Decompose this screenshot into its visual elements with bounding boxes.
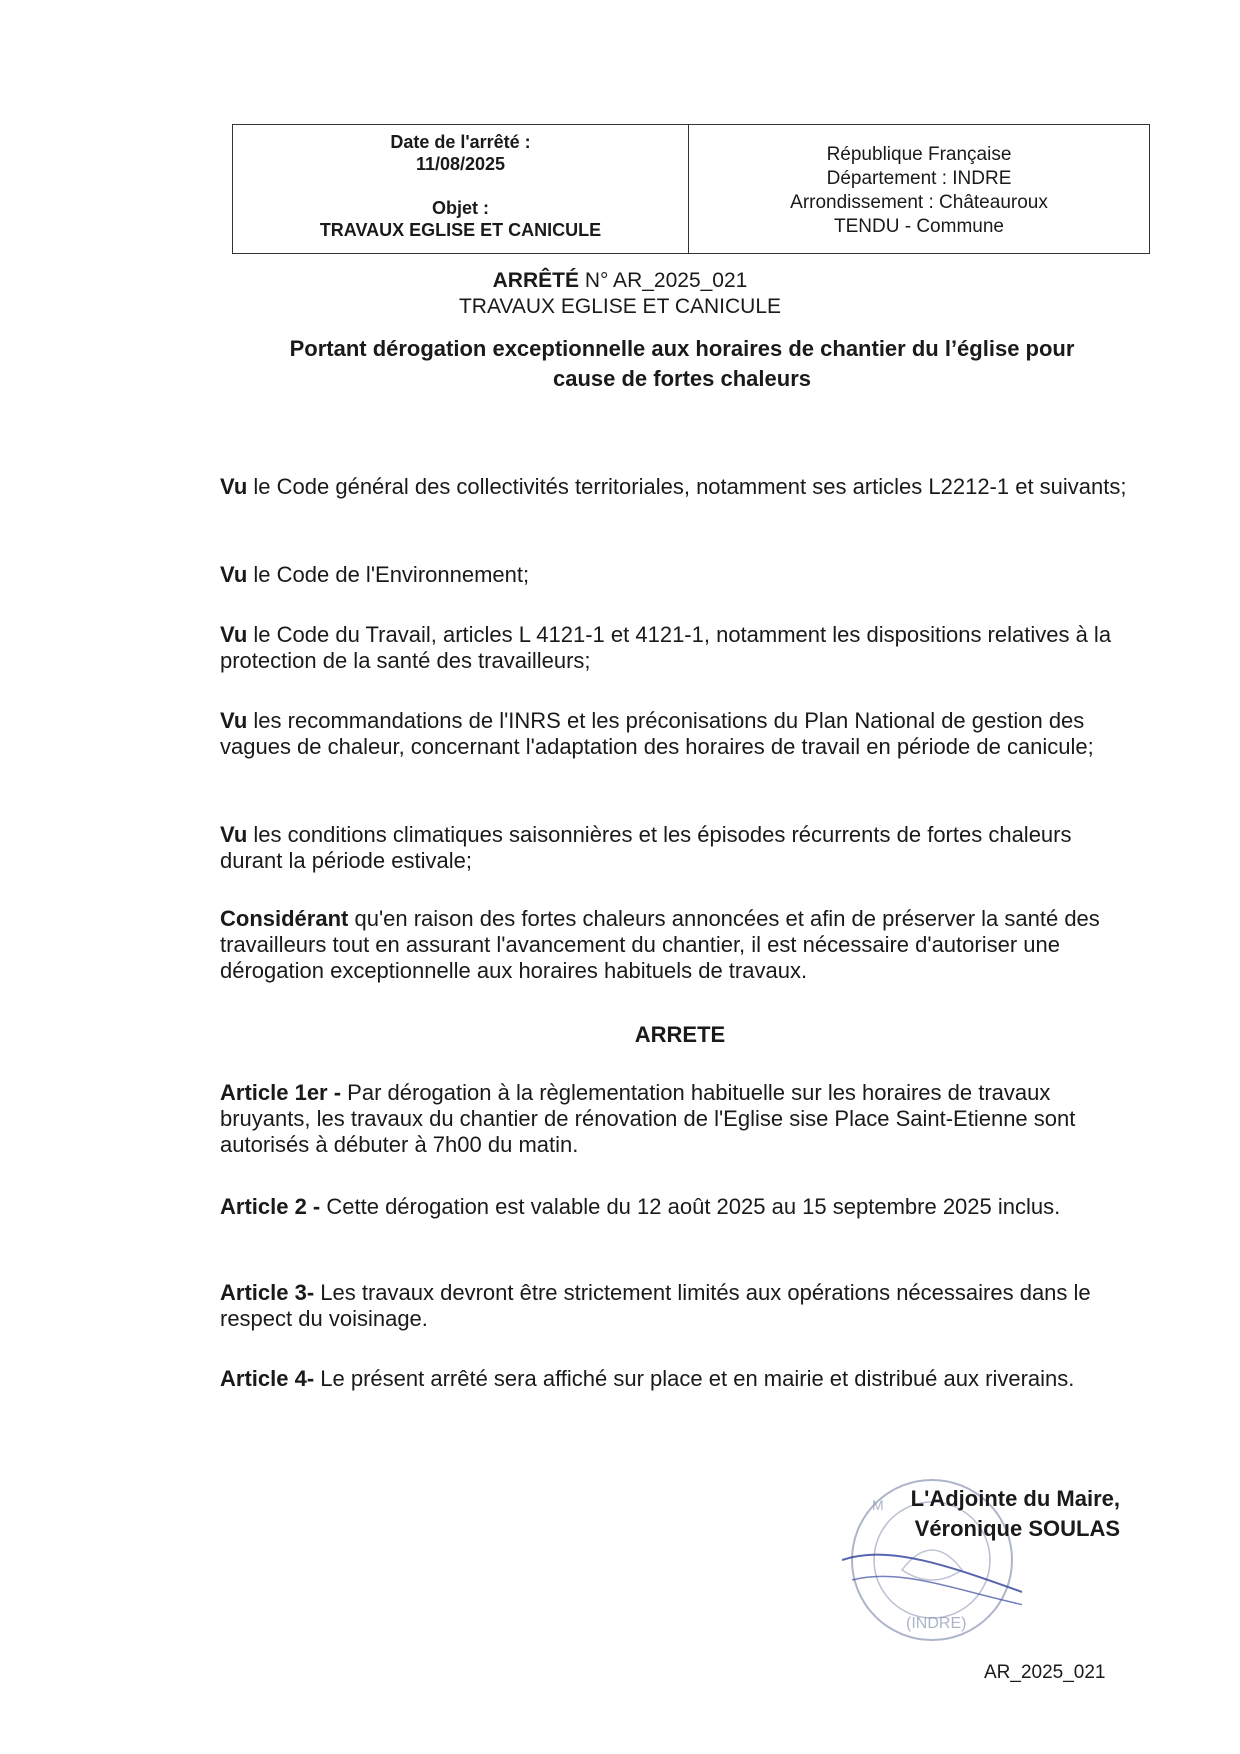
consideration-1 — [220, 474, 1130, 500]
consideration-6 — [220, 906, 1130, 984]
consideration-6-lead: Considérant — [220, 906, 349, 931]
arrete-heading: ARRETE — [634, 1022, 726, 1047]
article-4-text: Le présent arrêté sera affiché sur place et en mairie et distribué aux riverains. — [314, 1366, 1075, 1391]
consideration-3-text: le Code du Travail, articles L 4121-1 et 4121-1, notamment les dispositions relatives à la protection de la santé des travailleurs; — [220, 622, 1112, 673]
article-1 — [220, 1080, 1130, 1158]
header-left-cell — [233, 125, 689, 253]
consideration-4-lead: Vu — [220, 708, 248, 733]
title-block — [200, 268, 1040, 320]
republic-line: République Française — [826, 144, 1012, 165]
consideration-2-lead: Vu — [220, 562, 248, 587]
object-value: TRAVAUX EGLISE ET CANICULE — [319, 220, 602, 240]
commune-line: TENDU - Commune — [834, 216, 1004, 237]
article-2-lead: Article 2 - — [220, 1194, 321, 1219]
consideration-2 — [220, 562, 1130, 588]
object-label: Objet : — [432, 198, 489, 218]
consideration-3-lead: Vu — [220, 622, 248, 647]
article-3 — [220, 1280, 1130, 1332]
consideration-6-text: qu'en raison des fortes chaleurs annoncées et afin de préserver la santé des travailleurs tout en assurant l'avancement du chantier, il est nécessaire d'autoriser une dérogation exceptionnelle aux horaires habituels de travaux. — [220, 906, 1100, 983]
arrondissement-line: Arrondissement : Châteauroux — [790, 192, 1048, 213]
arrete-number: N° AR_2025_021 — [578, 269, 748, 292]
consideration-5 — [220, 822, 1130, 874]
article-3-lead: Article 3- — [220, 1280, 315, 1305]
date-value: 11/08/2025 — [415, 154, 506, 174]
portant-heading — [222, 334, 1142, 394]
consideration-1-text: le Code général des collectivités territoriales, notamment ses articles L2212-1 et suivants; — [247, 474, 1127, 499]
article-4 — [220, 1366, 1130, 1392]
portant-line-1: Portant dérogation exceptionnelle aux horaires de chantier du l’église pour — [289, 336, 1075, 361]
arrete-word: ARRÊTÉ — [492, 269, 579, 292]
footer-reference: AR_2025_021 — [984, 1662, 1106, 1683]
article-3-text: Les travaux devront être strictement limités aux opérations nécessaires dans le respect du voisinage. — [220, 1280, 1091, 1331]
article-1-lead: Article 1er - — [220, 1080, 342, 1105]
header-right-cell — [689, 125, 1149, 253]
svg-text:M: M — [872, 1497, 884, 1513]
signature-block — [840, 1484, 1120, 1544]
article-1-text: Par dérogation à la règlementation habituelle sur les horaires de travaux bruyants, les travaux du chantier de rénovation de l'Eglise sise Place Saint-Etienne sont autorisés à débuter à 7h00 du matin. — [220, 1080, 1076, 1157]
date-label: Date de l'arrêté : — [390, 132, 531, 152]
article-2-text: Cette dérogation est valable du 12 août 2025 au 15 septembre 2025 inclus. — [320, 1194, 1061, 1219]
consideration-4 — [220, 708, 1130, 760]
consideration-3 — [220, 622, 1130, 674]
consideration-5-text: les conditions climatiques saisonnières et les épisodes récurrents de fortes chaleurs durant la période estivale; — [220, 822, 1072, 873]
article-4-lead: Article 4- — [220, 1366, 315, 1391]
subject-line: TRAVAUX EGLISE ET CANICULE — [458, 295, 782, 318]
signatory-role: L'Adjointe du Maire, — [910, 1486, 1120, 1511]
consideration-2-text: le Code de l'Environnement; — [247, 562, 530, 587]
article-2 — [220, 1194, 1130, 1220]
signatory-name: Véronique SOULAS — [914, 1516, 1120, 1541]
svg-text:(INDRE): (INDRE) — [906, 1615, 967, 1632]
arrete-number-line — [200, 268, 1040, 294]
consideration-5-lead: Vu — [220, 822, 248, 847]
department-line: Département : INDRE — [826, 168, 1012, 189]
header-box — [232, 124, 1150, 254]
consideration-4-text: les recommandations de l'INRS et les préconisations du Plan National de gestion des vagues de chaleur, concernant l'adaptation des horaires de travail en période de canicule; — [220, 708, 1094, 759]
consideration-1-lead: Vu — [220, 474, 248, 499]
portant-line-2: cause de fortes chaleurs — [552, 366, 811, 391]
